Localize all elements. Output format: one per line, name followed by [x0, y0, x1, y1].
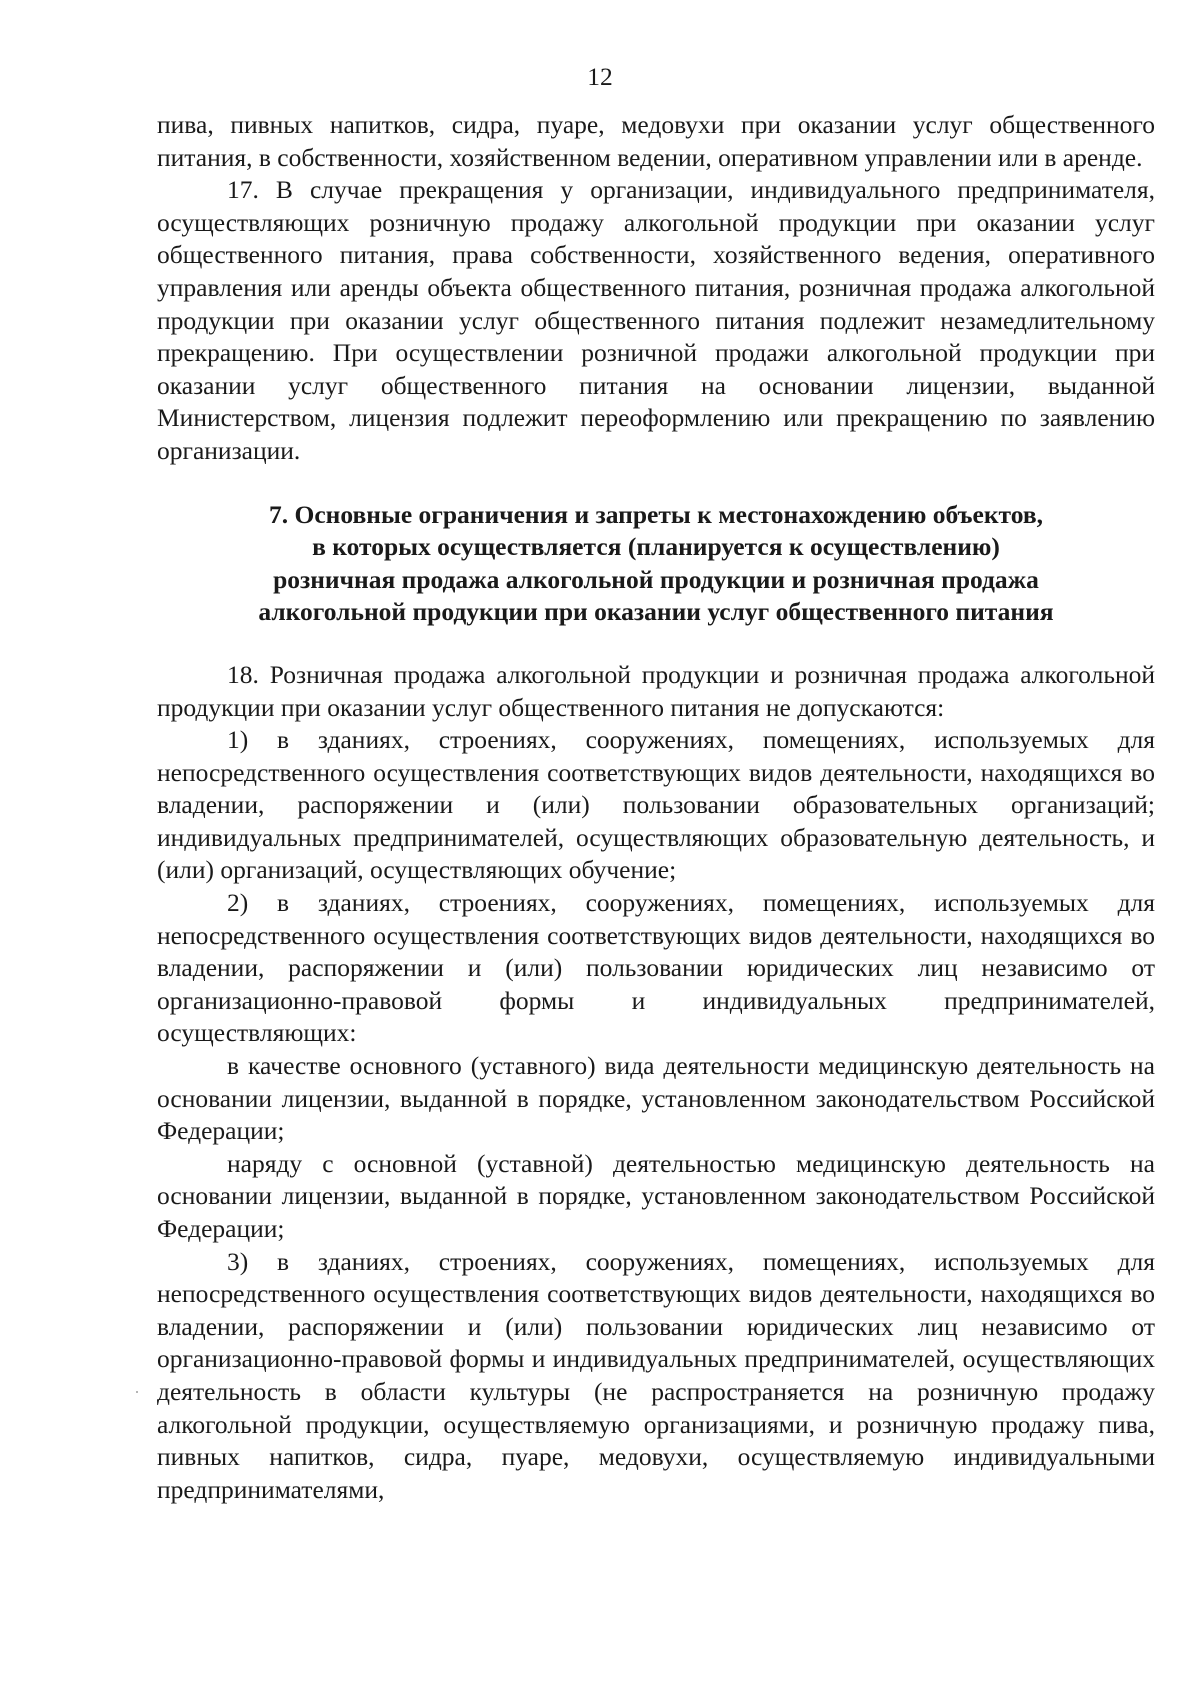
- section-heading-line: 7. Основные ограничения и запреты к местонахождению объектов,: [269, 499, 1043, 529]
- sub-item-main-activity: в качестве основного (уставного) вида деятельности медицинскую деятельность на основании лицензии, выданной в порядке, установленном законодательством Российской Федерации;: [157, 1051, 1155, 1146]
- section-heading-line: розничная продажа алкогольной продукции и розничная продажа: [273, 564, 1039, 594]
- list-item-3: 3) в зданиях, строениях, сооружениях, помещениях, используемых для непосредственного осуществления соответствующих видов деятельности, находящихся во владении, распоряжении и (или) пользовании юридических лиц независимо от организационно-правовой формы и индивидуальных предпринимателей, осуществляющих деятельность в области культуры (не распространяется на розничную продажу алкогольной продукции, осуществляемую организациями, и розничную продажу пива, пивных напитков, сидра, пуаре, медовухи, осуществляемую индивидуальными предпринимателями,: [157, 1246, 1155, 1504]
- list-item-1: 1) в зданиях, строениях, сооружениях, помещениях, используемых для непосредственного осуществления соответствующих видов деятельности, находящихся во владении, распоряжении и (или) пользовании образовательных организаций; индивидуальных предпринимателей, осуществляющих образовательную деятельность, и (или) организаций, осуществляющих обучение;: [157, 725, 1155, 885]
- paragraph-17: 17. В случае прекращения у организации, индивидуального предпринимателя, осуществляющих розничную продажу алкогольной продукции при оказании услуг общественного питания, права собственности, хозяйственного ведения, оперативного управления или аренды объекта общественного питания, розничная продажа алкогольной продукции при оказании услуг общественного питания подлежит незамедлительному прекращению. При осуществлении розничной продажи алкогольной продукции при оказании услуг общественного питания на основании лицензии, выданной Министерством, лицензия подлежит переоформлению или прекращению по заявлению организации.: [157, 175, 1155, 465]
- page-number: 12: [587, 62, 613, 91]
- scan-speck: [136, 1391, 138, 1393]
- section-heading: [157, 499, 1155, 629]
- section-heading-line: алкогольной продукции при оказании услуг общественного питания: [258, 597, 1054, 627]
- paragraph-continuation: пива, пивных напитков, сидра, пуаре, медовухи при оказании услуг общественного питания, в собственности, хозяйственном ведении, оперативном управлении или в аренде.: [157, 110, 1155, 172]
- paragraph-18: 18. Розничная продажа алкогольной продукции и розничная продажа алкогольной продукции при оказании услуг общественного питания не допускаются:: [157, 659, 1155, 722]
- list-item-2: 2) в зданиях, строениях, сооружениях, помещениях, используемых для непосредственного осуществления соответствующих видов деятельности, находящихся во владении, распоряжении и (или) пользовании юридических лиц независимо от организационно-правовой формы и индивидуальных предпринимателей, осуществляющих:: [157, 888, 1155, 1048]
- document-body: [157, 109, 1155, 1506]
- sub-item-secondary-activity: наряду с основной (уставной) деятельностью медицинскую деятельность на основании лицензии, выданной в порядке, установленном законодательством Российской Федерации;: [157, 1148, 1155, 1243]
- section-heading-line: в которых осуществляется (планируется к осуществлению): [312, 532, 1000, 562]
